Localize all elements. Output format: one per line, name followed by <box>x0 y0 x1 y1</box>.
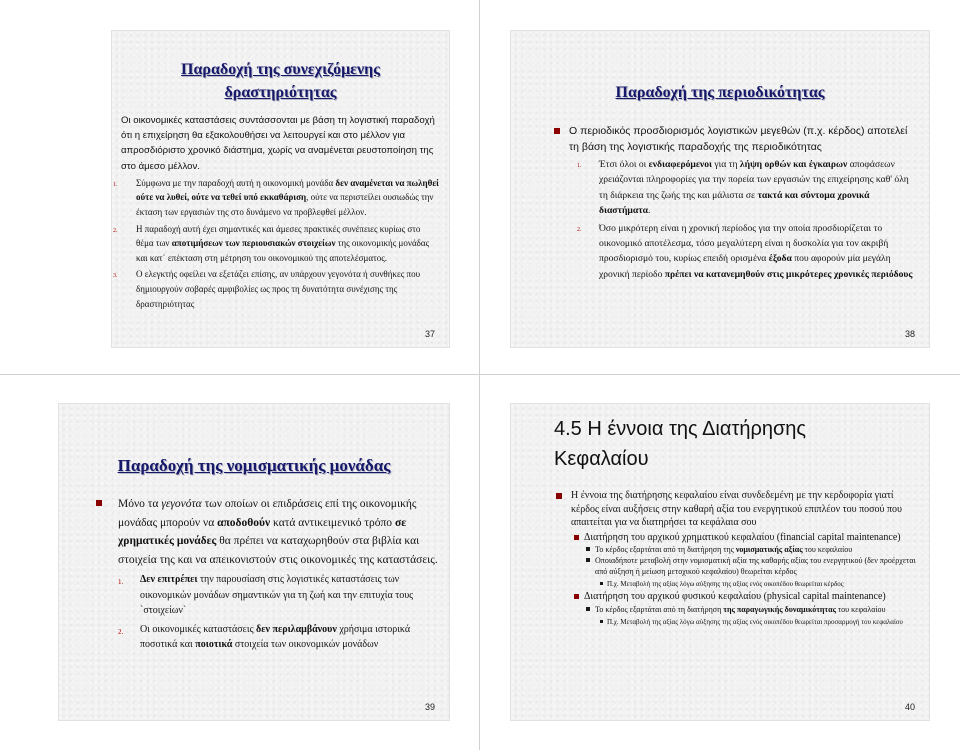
vertical-divider <box>479 0 480 750</box>
square-bullet-icon <box>554 128 560 134</box>
item-text: Έτσι όλοι οι <box>599 159 649 170</box>
item-text-bold: νομισματικής αξίας <box>735 545 803 554</box>
item-text: Ο ελεγκτής οφείλει να εξετάζει επίσης, αν υπάρχουν γεγονότα ή συνθήκες που δημιουργούν σοβαρές αμφιβολίες ως προς τη δυνατότητα συνέχισης της δραστηριότητας <box>136 269 421 309</box>
square-bullet-icon <box>111 117 112 123</box>
bullet-text: Μόνο τα <box>118 498 162 510</box>
numbered-item <box>113 176 439 220</box>
item-text-bold: ποιοτικά <box>195 639 233 651</box>
example-bullet-item <box>571 579 919 589</box>
item-number: 3. <box>113 273 118 280</box>
numbered-item <box>113 222 439 266</box>
numbered-item <box>569 157 915 219</box>
square-bullet-icon <box>586 547 590 551</box>
bullet-text: θα πρέπει να καταχωρηθούν στα βιβλία και στοιχεία της και να απεικονιστούν στις οικονομικές της καταστάσεις. <box>118 535 438 566</box>
slide-title <box>112 58 449 104</box>
slide-body <box>571 489 919 627</box>
item-text: του κεφαλαίου <box>835 604 886 614</box>
item-text: Το κέρδος εξαρτάται από τη διατήρηση <box>595 604 724 614</box>
numbered-item <box>569 221 915 283</box>
item-number: 2. <box>113 227 118 234</box>
sub-bullet-text: Διατήρηση του αρχικού χρηματικού κεφαλαίου (financial capital maintenance) <box>584 531 901 543</box>
sub-sub-bullet-item <box>571 604 919 615</box>
item-text: Οι οικονομικές καταστάσεις <box>140 623 257 635</box>
item-text: Το κέρδος εξαρτάται από τη διατήρηση της <box>595 545 736 554</box>
sub-bullet-item <box>571 531 919 545</box>
item-text: την παρουσίαση στις λογιστικές καταστάσεις των οικονομικών μονάδων σημαντικών για τη ζωή και την επιτυχία τους `στοιχείων` <box>140 574 414 617</box>
bullet-text-bold: αποδοθούν <box>217 516 271 529</box>
slide-title-line: δραστηριότητας <box>224 84 337 101</box>
bullet-item <box>118 495 438 569</box>
item-text: για τη <box>711 159 740 170</box>
item-text: . <box>647 205 651 217</box>
bullet-item <box>569 124 915 155</box>
example-bullet-item <box>571 617 919 627</box>
slide-title <box>554 414 806 474</box>
page-number: 39 <box>424 702 435 712</box>
page-number: 40 <box>904 702 915 712</box>
item-text: Η παραδοχή αυτή έχει σημαντικές και άμεσες πρακτικές συνέπειες κυρίως στο θέμα των <box>136 223 421 249</box>
item-text: , ούτε να περιστείλει ουσιωδώς την έκταση των εργασιών της στο δυνάμενο να προβλεφθεί μέλλον. <box>136 192 434 217</box>
item-text: της οικονομικής μονάδας και κατ΄ επέκταση στη μέτρηση του οικονομικού της αποτελέσματος. <box>136 238 430 263</box>
sub-bullet-item <box>571 590 919 604</box>
item-text-bold: αποτιμήσεων των περιουσιακών στοιχείων <box>171 238 336 249</box>
bullet-text: Οι οικονομικές καταστάσεις συντάσσονται με βάση τη λογιστική παραδοχή ότι η επιχείρηση θα εξακολουθήσει να λειτουργεί και στο μέλλον για απροσδιόριστο χρονικό διάστημα, χωρίς να αναμένεται ρευστοποίηση της στο άμεσο μέλλον. <box>121 115 435 172</box>
bullet-item <box>571 489 919 530</box>
item-text-bold: πρέπει να κατανεμηθούν στις μικρότερες χρονικές περιόδους <box>664 268 913 280</box>
bullet-text: των οποίων οι επιδράσεις επί της οικονομικής μονάδας μπορούν να <box>118 498 417 529</box>
bullet-text: Η έννοια της διατήρησης κεφαλαίου είναι συνδεδεμένη με την κερδοφορία γιατί κέρδος είναι αυξήσεις στην καθαρή αξία του ενεργητικού επιπλέον του ποσού που απαιτείται για να διατηρήσει τα κεφάλαια σου <box>571 490 903 528</box>
item-text-bold: ενδιαφερόμενοι <box>648 159 712 170</box>
item-text: Οποιαδήποτε μεταβολή στην νομισματική αξία της καθαρής αξίας του ενεργητικού (δεν προέρχεται από αύξηση ή μείωση μετοχικού κεφαλαίου) θεωρείται κέρδος <box>595 556 916 576</box>
item-text-bold: Δεν επιτρέπει <box>140 574 198 586</box>
slide-body <box>569 124 915 282</box>
sub-sub-bullet-item <box>571 555 919 577</box>
item-number: 1. <box>113 181 118 188</box>
bullet-text: Ο περιοδικός προσδιορισμός λογιστικών μεγεθών (π.χ. κέρδος) αποτελεί τη βάση της λογιστικής παραδοχής της περιοδικότητας <box>569 125 908 153</box>
item-text: στοιχεία των οικονομικών μονάδων <box>232 639 379 651</box>
slide-37 <box>111 30 450 348</box>
numbered-item <box>118 572 438 619</box>
item-text-bold: της παραγωγικής δυναμικότητας <box>723 604 836 614</box>
slide-title: Παραδοχή της νομισματικής μονάδας <box>117 456 391 475</box>
numbered-item <box>118 622 438 653</box>
square-bullet-icon <box>574 594 579 599</box>
item-text-bold: έξοδα <box>768 253 792 265</box>
item-text-bold: δεν αναμένεται να πωληθεί ούτε να λυθεί, ούτε να τεθεί υπό εκκαθάριση <box>136 177 439 203</box>
item-number: 1. <box>577 163 582 169</box>
bullet-text-italic: γεγονότα <box>161 498 202 510</box>
slide-title-line: Κεφαλαίου <box>554 448 649 470</box>
sub-bullet-text: Διατήρηση του αρχικού φυσικού κεφαλαίου (physical capital maintenance) <box>584 591 886 602</box>
bullet-item <box>121 113 439 174</box>
item-number: 2. <box>577 226 582 233</box>
slide-body <box>113 113 439 311</box>
item-text: Σύμφωνα με την παραδοχή αυτή η οικονομική μονάδα <box>136 177 336 188</box>
slide-body <box>118 495 438 653</box>
sub-sub-bullet-item <box>571 544 919 555</box>
square-bullet-icon <box>600 620 603 623</box>
item-text: του κεφαλαίου <box>802 545 853 554</box>
square-bullet-icon <box>574 535 579 540</box>
square-bullet-icon <box>586 558 590 562</box>
item-number: 2. <box>118 627 124 636</box>
slide-38 <box>510 30 930 348</box>
square-bullet-icon <box>586 607 590 611</box>
square-bullet-icon <box>96 500 102 506</box>
slide-title-line: 4.5 Η έννοια της Διατήρησης <box>554 418 807 440</box>
item-text: χρήσιμα ιστορικά ποσοτικά και <box>140 623 411 651</box>
item-text-bold: λήψη ορθών και έγκαιρων <box>739 159 848 170</box>
slide-title: Παραδοχή της περιοδικότητας <box>615 84 825 101</box>
item-text-bold: δεν περιλαμβάνουν <box>256 623 337 635</box>
page-number: 38 <box>904 329 915 339</box>
slide-title-line: Παραδοχή της συνεχιζόμενης <box>181 61 380 78</box>
bullet-text-bold: σε χρηματικές μονάδες <box>118 516 407 548</box>
square-bullet-icon <box>600 582 603 585</box>
horizontal-divider <box>0 374 960 375</box>
item-text: Όσο μικρότερη είναι η χρονική περίοδος για την οποία προσδιορίζεται το οικονομικό αποτέλεσμα, τόσο μεγαλύτερη είναι η δυσκολία για τον ακριβή προσδιορισμό του, κυρίως επειδή ορισμένα <box>599 222 889 265</box>
bullet-text: κατά αντικειμενικό τρόπο <box>270 516 395 529</box>
square-bullet-icon <box>556 493 562 499</box>
item-text: αποφάσεων χρειάζονται πληροφορίες για την πορεία των εργασιών της επιχείρησης καθ' όλη τη διάρκεια της ζωής της και μάλιστα σε <box>599 159 909 201</box>
item-text: Π.χ. Μεταβολή της αξίας λόγω αύξησης της αξίας ενός οικοπέδου θεωρείται κέρδος <box>607 580 844 588</box>
item-text: Π.χ. Μεταβολή της αξίας λόγω αύξησης της αξίας ενός οικοπέδου θεωρείται προσαρμογή του κεφαλαίου <box>607 617 903 626</box>
page-number: 37 <box>424 329 435 339</box>
item-text: που αφορούν μία μεγάλη χρονική περίοδο <box>599 253 891 280</box>
item-number: 1. <box>118 578 124 587</box>
slide-40 <box>510 403 930 721</box>
numbered-item <box>113 267 439 311</box>
slide-39 <box>58 403 450 721</box>
item-text-bold: τακτά και σύντομα χρονικά διαστήματα <box>599 189 870 217</box>
